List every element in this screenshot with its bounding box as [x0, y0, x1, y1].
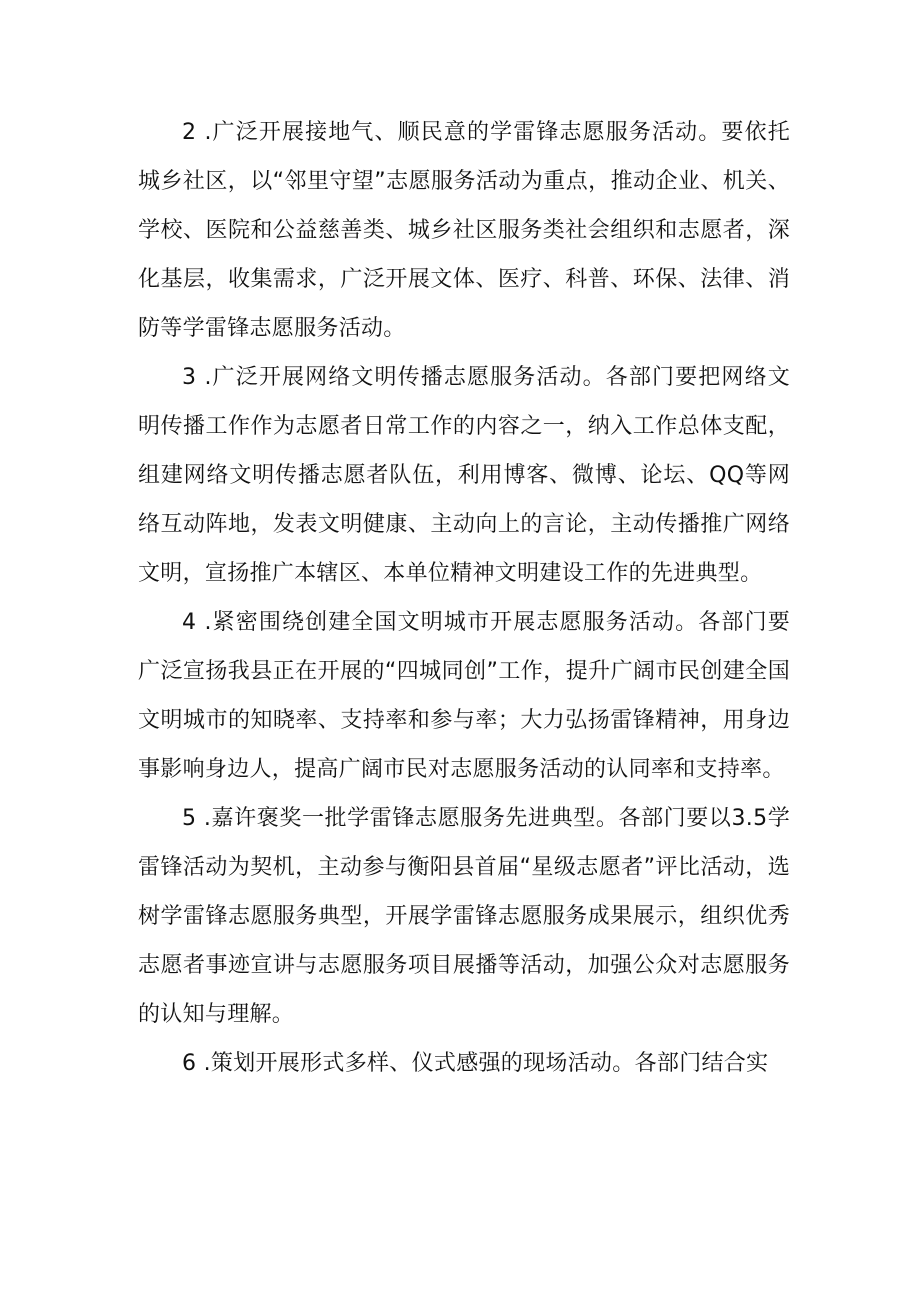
paragraph-6 [138, 1039, 790, 1088]
paragraph-number: 2 [182, 120, 197, 145]
paragraph-3 [138, 353, 790, 598]
paragraph-text: .策划开展形式多样、仪式感强的现场活动。各部门结合实 [203, 1051, 769, 1076]
document-body [138, 108, 790, 1088]
paragraph-number: 4 [182, 610, 197, 635]
paragraph-number: 6 [182, 1051, 197, 1076]
paragraph-4 [138, 598, 790, 794]
paragraph-text: .紧密围绕创建全国文明城市开展志愿服务活动。各部门要广泛宣扬我县正在开展的“四城同创”工作，提升广阔市民创建全国文明城市的知晓率、支持率和参与率；大力弘扬雷锋精神，用身边事影响身边人，提高广阔市民对志愿服务活动的认同率和支持率。 [138, 610, 790, 782]
paragraph-text: .嘉许褒奖一批学雷锋志愿服务先进典型。各部门要以3.5学雷锋活动为契机，主动参与衡阳县首届“星级志愿者”评比活动，选树学雷锋志愿服务典型，开展学雷锋志愿服务成果展示，组织优秀志愿者事迹宣讲与志愿服务项目展播等活动，加强公众对志愿服务的认知与理解。 [138, 806, 790, 1027]
paragraph-text: .广泛开展网络文明传播志愿服务活动。各部门要把网络文明传播工作作为志愿者日常工作的内容之一，纳入工作总体支配，组建网络文明传播志愿者队伍，利用博客、微博、论坛、QQ等网络互动阵地，发表文明健康、主动向上的言论，主动传播推广网络文明，宣扬推广本辖区、本单位精神文明建设工作的先进典型。 [138, 365, 790, 586]
paragraph-number: 5 [182, 806, 197, 831]
paragraph-5 [138, 794, 790, 1039]
paragraph-2 [138, 108, 790, 353]
paragraph-number: 3 [182, 365, 197, 390]
paragraph-text: .广泛开展接地气、顺民意的学雷锋志愿服务活动。要依托城乡社区，以“邻里守望”志愿服务活动为重点，推动企业、机关、学校、医院和公益慈善类、城乡社区服务类社会组织和志愿者，深化基层，收集需求，广泛开展文体、医疗、科普、环保、法律、消防等学雷锋志愿服务活动。 [138, 120, 790, 341]
